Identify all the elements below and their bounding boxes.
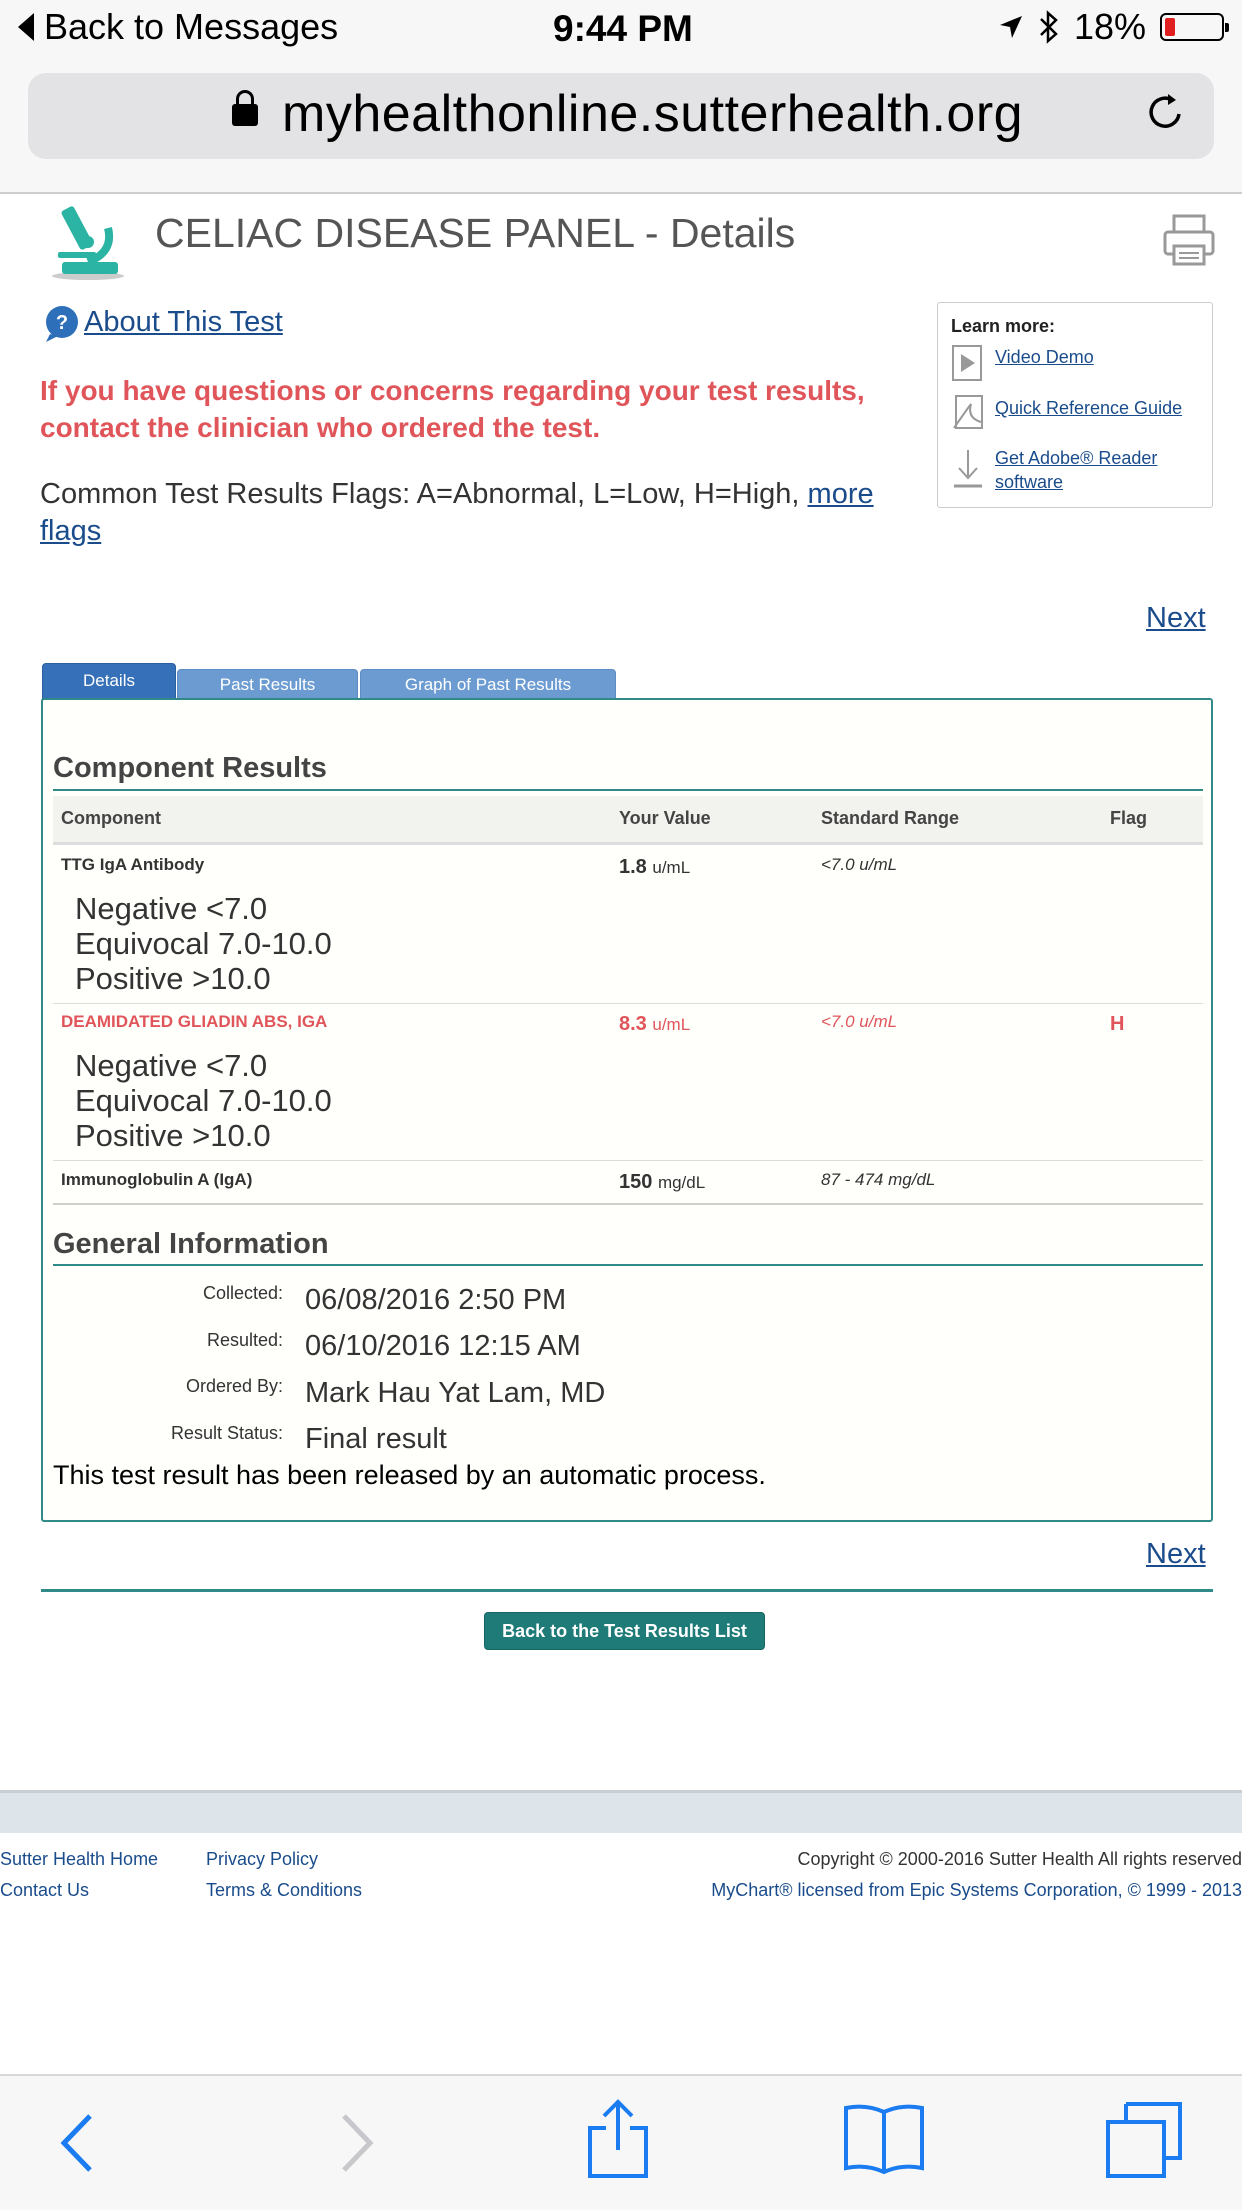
location-icon <box>998 14 1024 40</box>
component-value <box>619 1013 690 1036</box>
general-information-title: General Information <box>53 1228 329 1261</box>
interp-line: Positive >10.0 <box>75 1118 332 1153</box>
interp-line: Equivocal 7.0-10.0 <box>75 926 332 961</box>
copyright: Copyright © 2000-2016 Sutter Health All rights reserved <box>798 1849 1242 1870</box>
interp-line: Equivocal 7.0-10.0 <box>75 1083 332 1118</box>
footer-link-terms[interactable]: Terms & Conditions <box>206 1880 362 1901</box>
value-unit: mg/dL <box>658 1173 705 1192</box>
result-status-value: Final result <box>305 1423 447 1456</box>
header-flag: Flag <box>1110 808 1147 829</box>
lock-icon <box>232 104 258 126</box>
about-this-test-link[interactable]: About This Test <box>84 306 283 339</box>
svg-text:?: ? <box>56 312 68 334</box>
component-name: DEAMIDATED GLIADIN ABS, IGA <box>61 1012 327 1032</box>
divider <box>41 1589 1213 1592</box>
collected-label: Collected: <box>53 1283 283 1304</box>
back-to-messages-label: Back to Messages <box>44 6 338 48</box>
video-play-icon <box>951 344 983 382</box>
back-arrow-icon <box>18 13 34 41</box>
component-value <box>619 856 690 879</box>
reference-interpretation <box>75 891 332 996</box>
license-text: MyChart® licensed from Epic Systems Corporation, © 1999 - 2013 <box>711 1880 1242 1901</box>
download-icon <box>951 448 985 490</box>
forward-icon[interactable] <box>336 2114 376 2172</box>
value-unit: u/mL <box>652 858 690 877</box>
battery-percent: 18% <box>1074 6 1146 48</box>
automatic-release-note: This test result has been released by an automatic process. <box>53 1460 766 1491</box>
component-results-title: Component Results <box>53 752 327 785</box>
standard-range: <7.0 u/mL <box>821 1012 897 1032</box>
ordered-by-label: Ordered By: <box>53 1376 283 1397</box>
microscope-icon <box>48 192 128 282</box>
high-flag: H <box>1110 1013 1124 1036</box>
back-to-messages[interactable] <box>18 6 338 48</box>
tab-details[interactable]: Details <box>42 663 176 699</box>
interp-line: Negative <7.0 <box>75 891 332 926</box>
pdf-icon <box>951 394 985 432</box>
standard-range: 87 - 474 mg/dL <box>821 1170 935 1190</box>
section-divider <box>53 789 1203 791</box>
back-icon[interactable] <box>58 2114 98 2172</box>
flags-text: Common Test Results Flags: A=Abnormal, L=Low, H=High, <box>40 478 799 510</box>
bluetooth-icon <box>1038 10 1060 44</box>
ordered-by-value: Mark Hau Yat Lam, MD <box>305 1377 605 1410</box>
reference-interpretation <box>75 1048 332 1153</box>
component-name: TTG IgA Antibody <box>61 855 204 875</box>
value-unit: u/mL <box>652 1015 690 1034</box>
interp-line: Positive >10.0 <box>75 961 332 996</box>
value-number: 8.3 <box>619 1013 647 1035</box>
tab-graph-of-past-results[interactable]: Graph of Past Results <box>360 669 616 699</box>
next-link-top[interactable]: Next <box>1146 602 1206 635</box>
value-number: 150 <box>619 1171 652 1193</box>
footer-link-contact[interactable]: Contact Us <box>0 1880 89 1901</box>
warning-text: If you have questions or concerns regarding your test results, contact the clinician who ordered the test. <box>40 372 920 446</box>
print-icon[interactable] <box>1162 214 1216 266</box>
footer-link-privacy[interactable]: Privacy Policy <box>206 1849 318 1870</box>
footer-link-sutter-home[interactable]: Sutter Health Home <box>0 1849 158 1870</box>
flags-legend <box>40 476 920 550</box>
adobe-reader-link[interactable]: Get Adobe® Reader software <box>995 446 1195 494</box>
component-name: Immunoglobulin A (IgA) <box>61 1170 252 1190</box>
collected-value: 06/08/2016 2:50 PM <box>305 1284 566 1317</box>
page-title: CELIAC DISEASE PANEL - Details <box>155 210 795 257</box>
resulted-label: Resulted: <box>53 1330 283 1351</box>
reload-icon[interactable] <box>1146 92 1186 132</box>
value-number: 1.8 <box>619 856 647 878</box>
standard-range: <7.0 u/mL <box>821 855 897 875</box>
status-icons <box>998 6 1224 48</box>
next-link-bottom[interactable]: Next <box>1146 1538 1206 1571</box>
help-icon[interactable] <box>42 304 82 344</box>
interp-line: Negative <7.0 <box>75 1048 332 1083</box>
video-demo-link[interactable]: Video Demo <box>995 345 1094 369</box>
component-value <box>619 1171 705 1194</box>
back-to-test-results-button[interactable]: Back to the Test Results List <box>484 1612 765 1650</box>
more-flags-link[interactable]: more flags <box>40 478 874 547</box>
quick-reference-link[interactable]: Quick Reference Guide <box>995 396 1182 420</box>
section-divider <box>53 1264 1203 1266</box>
share-icon[interactable] <box>586 2098 650 2180</box>
bookmarks-icon[interactable] <box>842 2102 926 2176</box>
header-standard-range: Standard Range <box>821 808 959 829</box>
row-divider <box>53 1203 1203 1205</box>
clock: 9:44 PM <box>553 8 693 50</box>
row-divider <box>53 1160 1203 1161</box>
footer-band <box>0 1790 1242 1833</box>
header-your-value: Your Value <box>619 808 711 829</box>
learn-more-title: Learn more: <box>951 316 1055 337</box>
row-divider <box>53 1003 1203 1004</box>
header-component: Component <box>61 808 161 829</box>
tabs-icon[interactable] <box>1104 2100 1184 2180</box>
url-text[interactable]: myhealthonline.sutterhealth.org <box>282 84 1023 144</box>
resulted-value: 06/10/2016 12:15 AM <box>305 1330 581 1363</box>
tab-past-results[interactable]: Past Results <box>177 669 358 699</box>
battery-icon <box>1160 13 1224 41</box>
result-status-label: Result Status: <box>53 1423 283 1444</box>
